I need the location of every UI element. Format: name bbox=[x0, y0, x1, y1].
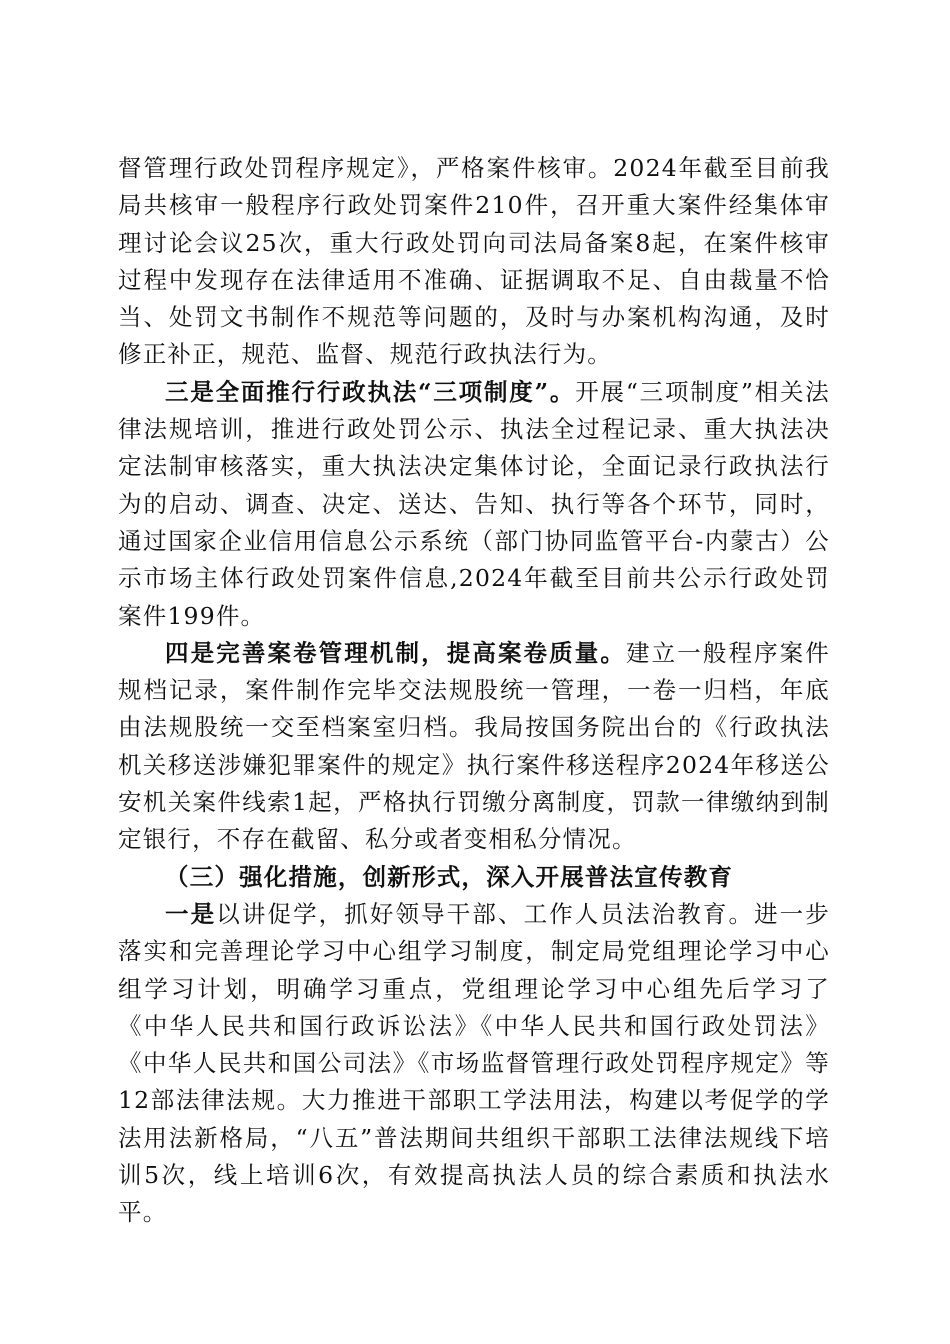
paragraph-legal-education bbox=[118, 896, 830, 1232]
paragraph-three-systems bbox=[118, 374, 830, 635]
document-page bbox=[118, 150, 830, 1232]
section-heading: （三）强化措施，创新形式，深入开展普法宣传教育 bbox=[165, 862, 734, 891]
paragraph-case-review bbox=[118, 150, 830, 374]
paragraph-lead: 四是完善案卷管理机制，提高案卷质量。 bbox=[165, 638, 627, 667]
paragraph-text: 开展“三项制度”相关法律法规培训，推进行政处罚公示、执法全过程记录、重大执法决定法制审核落实，重大执法决定集体讨论，全面记录行政执法行为的启动、调查、决定、送达、告知、执行等各个环节，同时，通过国家企业信用信息公示系统（部门协同监管平台-内蒙古）公示市场主体行政处罚案件信息,2024年截至目前共公示行政处罚案件199件。 bbox=[118, 377, 830, 630]
paragraph-text: 督管理行政处罚程序规定》，严格案件核审。2024年截至目前我局共核审一般程序行政处罚案件210件，召开重大案件经集体审理讨论会议25次，重大行政处罚向司法局备案8起，在案件核审过程中发现存在法律适用不准确、证据调取不足、自由裁量不恰当、处罚文书制作不规范等问题的，及时与办案机构沟通，及时修正补正，规范、监督、规范行政执法行为。 bbox=[118, 154, 830, 369]
paragraph-text: 建立一般程序案件规档记录，案件制作完毕交法规股统一管理，一卷一归档，年底由法规股统一交至档案室归档。我局按国务院出台的《行政执法机关移送涉嫌犯罪案件的规定》执行案件移送程序2024年移送公安机关案件线索1起，严格执行罚缴分离制度，罚款一律缴纳到制定银行，不存在截留、私分或者变相私分情况。 bbox=[118, 638, 830, 854]
paragraph-lead: 一是 bbox=[165, 899, 217, 928]
paragraph-lead: 三是全面推行行政执法“三项制度”。 bbox=[165, 377, 576, 406]
paragraph-case-file-management bbox=[118, 635, 830, 859]
paragraph-text: 以讲促学，抓好领导干部、工作人员法治教育。进一步落实和完善理论学习中心组学习制度，制定局党组理论学习中心组学习计划，明确学习重点，党组理论学习中心组先后学习了《中华人民共和国行政诉讼法》《中华人民共和国行政处罚法》《中华人民共和国公司法》《市场监督管理行政处罚程序规定》等12部法律法规。大力推进干部职工学法用法，构建以考促学的学法用法新格局，“八五”普法期间共组织干部职工法律法规线下培训5次，线上培训6次，有效提高执法人员的综合素质和执法水平。 bbox=[118, 899, 830, 1227]
